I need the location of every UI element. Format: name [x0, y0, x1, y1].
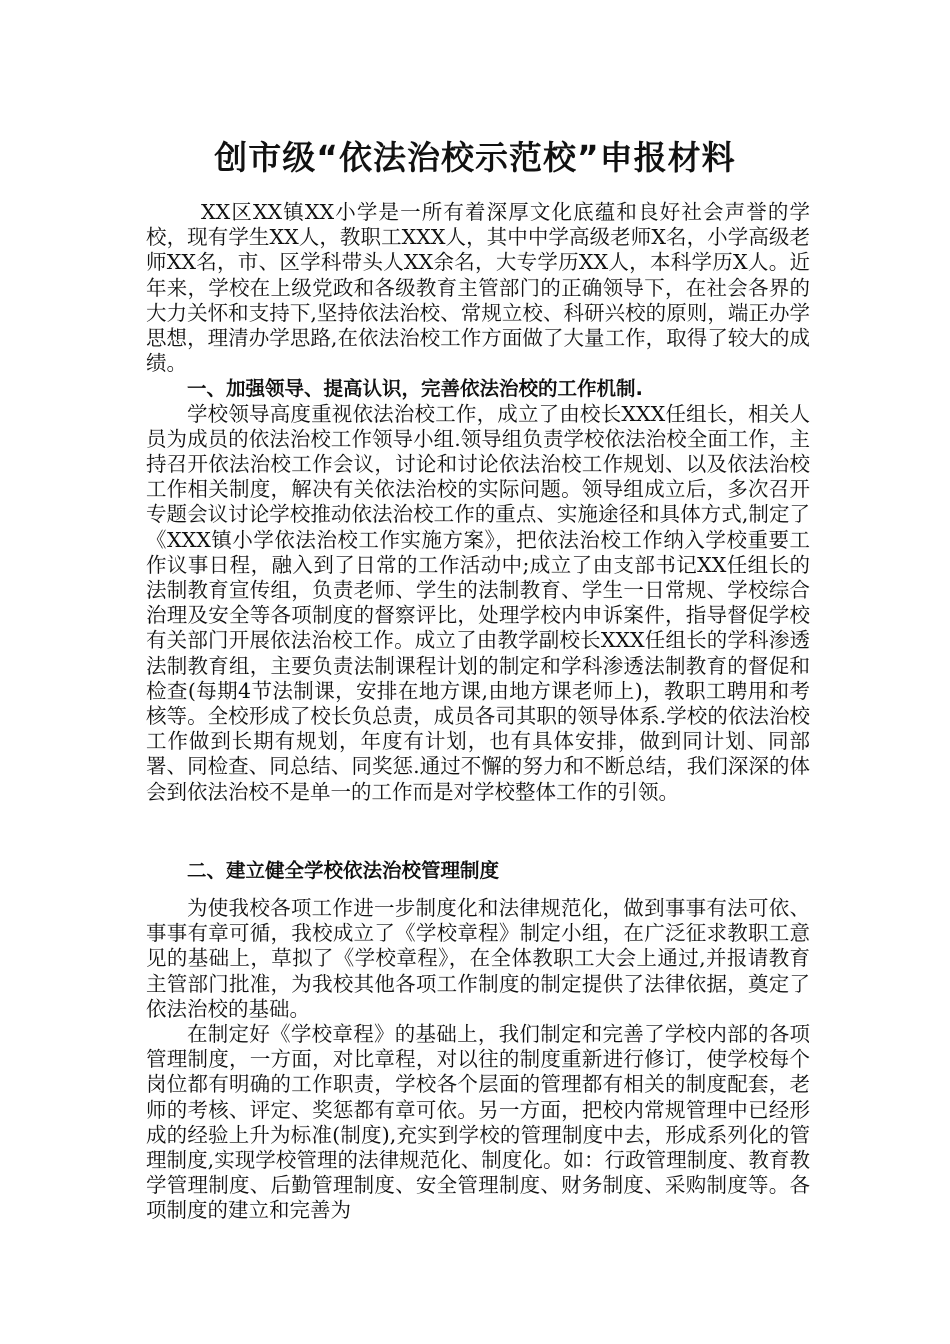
section1-paragraph: 学校领导高度重视依法治校工作，成立了由校长XXX任组长，相关人员为成员的依法治校工作领导小组.领导组负责学校依法治校全面工作，主持召开依法治校工作会议，讨论和讨论依法治校工作规划、以及依法治校工作相关制度，解决有关依法治校的实际问题。领导组成立后，多次召开专题会议讨论学校推动依法治校工作的重点、实施途径和具体方式,制定了《XXX镇小学依法治校工作实施方案》，把依法治校工作纳入学校重要工作议事日程，融入到了日常的工作活动中;成立了由支部书记XX任组长的法制教育宣传组，负责老师、学生的法制教育、学生一日常规、学校综合治理及安全等各项制度的督察评比，处理学校内申诉案件，指导督促学校有关部门开展依法治校工作。成立了由教学副校长XXX任组长的学科渗透法制教育组，主要负责法制课程计划的制定和学科渗透法制教育的督促和检查(每期4节法制课，安排在地方课,由地方课老师上)，教职工聘用和考核等。全校形成了校长负总责，成员各司其职的领导体系.学校的依法治校工作做到长期有规划，年度有计划，也有具体安排，做到同计划、同部署、同检查、同总结、同奖惩.通过不懈的努力和不断总结，我们深深的体会到依法治校不是单一的工作而是对学校整体工作的引领。 — [146, 401, 810, 804]
document-title: 创市级“依法治校示范校”申报材料 — [214, 138, 736, 177]
document-body-part3 — [146, 896, 810, 1224]
section2-paragraph-2: 在制定好《学校章程》的基础上，我们制定和完善了学校内部的各项管理制度，一方面，对比章程，对以往的制度重新进行修订，使学校每个岗位都有明确的工作职责，学校各个层面的管理都有相关的制度配套，老师的考核、评定、奖惩都有章可依。另一方面，把校内常规管理中已经形成的经验上升为标准(制度),充实到学校的管理制度中去，形成系列化的管理制度,实现学校管理的法律规范化、制度化。如：行政管理制度、教育教学管理制度、后勤管理制度、安全管理制度、财务制度、采购制度等。各项制度的建立和完善为 — [146, 1022, 810, 1223]
document-body-part2 — [146, 858, 810, 883]
document-body-part1 — [146, 200, 810, 805]
section2-heading: 二、建立健全学校依法治校管理制度 — [187, 859, 500, 882]
intro-paragraph: XX区XX镇XX小学是一所有着深厚文化底蕴和良好社会声誉的学校，现有学生XX人，教职工XXX人，其中中学高级老师X名，小学高级老师XX名，市、区学科带头人XX余名，大专学历XX人，本科学历X人。近年来，学校在上级党政和各级教育主管部门的正确领导下，在社会各界的大力关怀和支持下,坚持依法治校、常规立校、科研兴校的原则，端正办学思想，理清办学思路,在依法治校工作方面做了大量工作，取得了较大的成绩。 — [146, 200, 810, 376]
section1-heading: 一、加强领导、提高认识，完善依法治校的工作机制. — [187, 377, 643, 401]
section2-paragraph-1: 为使我校各项工作进一步制度化和法律规范化，做到事事有法可依、事事有章可循，我校成立了《学校章程》制定小组，在广泛征求教职工意见的基础上，草拟了《学校章程》，在全体教职工大会上通过,并报请教育主管部门批准，为我校其他各项工作制度的制定提供了法律依据，奠定了依法治校的基础。 — [146, 896, 810, 1021]
